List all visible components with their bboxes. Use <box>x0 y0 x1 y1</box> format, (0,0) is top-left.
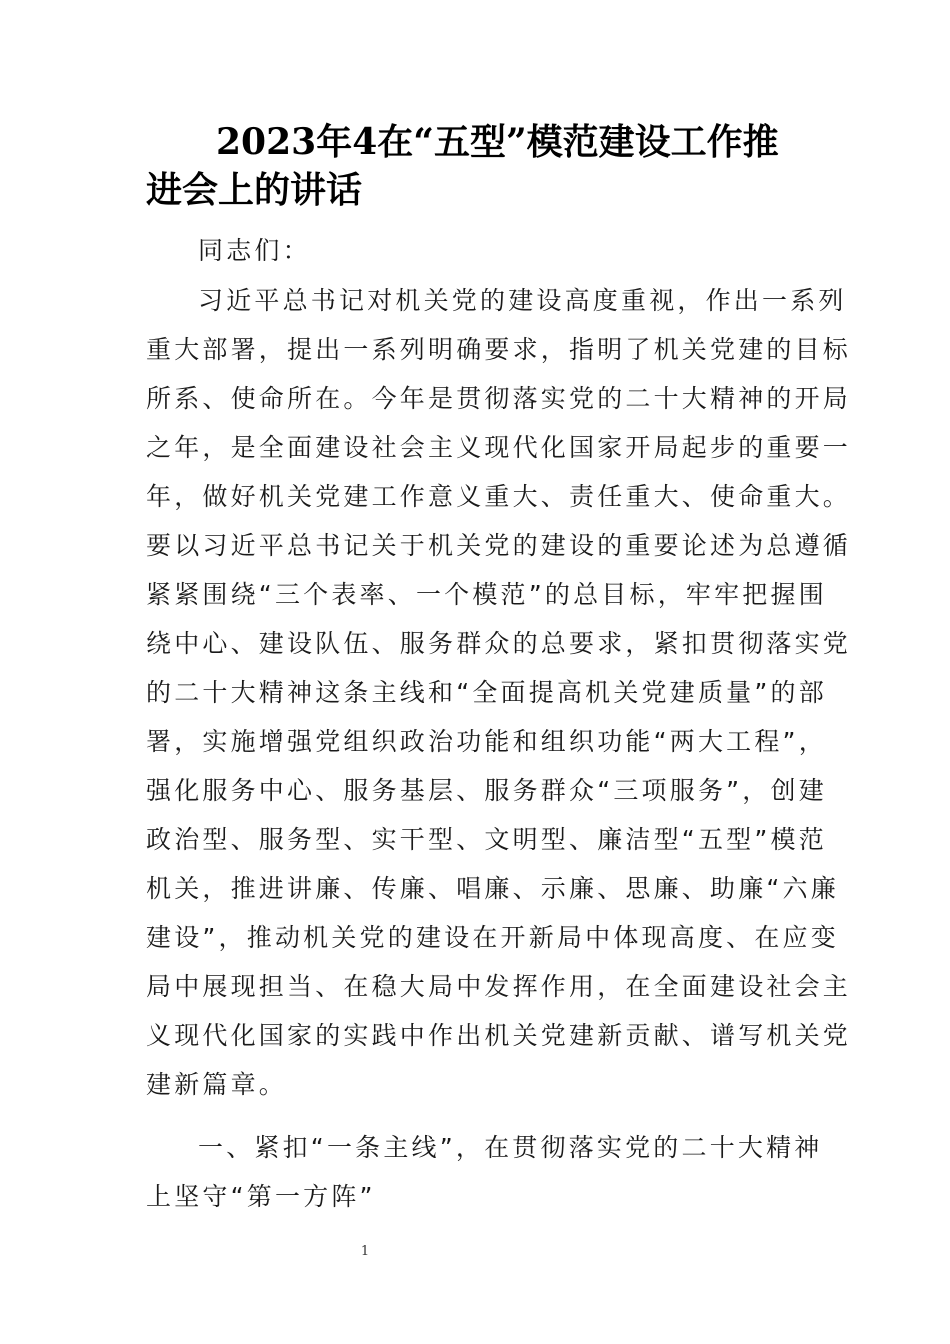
document-title <box>146 118 816 214</box>
paragraph-line: 年，做好机关党建工作意义重大、责任重大、使命重大。 <box>146 482 852 511</box>
title-line: 进会上的讲话 <box>146 169 363 211</box>
paragraph-line: 强化服务中心、服务基层、服务群众“三项服务”，创建 <box>146 776 827 805</box>
section-heading <box>146 1123 823 1221</box>
paragraph-line: 重大部署，提出一系列明确要求，指明了机关党建的目标 <box>146 335 852 364</box>
body-paragraph <box>146 276 852 1109</box>
paragraph-line: 建设”，推动机关党的建设在开新局中体现高度、在应变 <box>146 923 839 952</box>
paragraph-line: 绕中心、建设队伍、服务群众的总要求，紧扣贯彻落实党 <box>146 629 852 658</box>
salutation: 同志们： <box>198 236 311 265</box>
paragraph-line: 所系、使命所在。今年是贯彻落实党的二十大精神的开局 <box>146 384 852 413</box>
title-line: 2023年4在“五型”模范建设工作推 <box>216 121 779 163</box>
heading-line: 一、紧扣“一条主线”，在贯彻落实党的二十大精神 <box>198 1133 823 1162</box>
paragraph-line: 署，实施增强党组织政治功能和组织功能“两大工程”， <box>146 727 827 756</box>
paragraph-line: 习近平总书记对机关党的建设高度重视，作出一系列 <box>198 286 847 315</box>
paragraph-line: 义现代化国家的实践中作出机关党建新贡献、谱写机关党 <box>146 1021 852 1050</box>
heading-line: 上坚守“第一方阵” <box>146 1182 376 1211</box>
paragraph-line: 政治型、服务型、实干型、文明型、廉洁型“五型”模范 <box>146 825 827 854</box>
paragraph-line: 要以习近平总书记关于机关党的建设的重要论述为总遵循 <box>146 531 852 560</box>
page-number: 1 <box>360 1244 370 1259</box>
paragraph-line: 紧紧围绕“三个表率、一个模范”的总目标，牢牢把握围 <box>146 580 827 609</box>
paragraph-line: 之年，是全面建设社会主义现代化国家开局起步的重要一 <box>146 433 852 462</box>
paragraph-line: 的二十大精神这条主线和“全面提高机关党建质量”的部 <box>146 678 827 707</box>
paragraph-line: 局中展现担当、在稳大局中发挥作用，在全面建设社会主 <box>146 972 852 1001</box>
paragraph-line: 建新篇章。 <box>146 1070 288 1099</box>
paragraph-line: 机关，推进讲廉、传廉、唱廉、示廉、思廉、助廉“六廉 <box>146 874 839 903</box>
